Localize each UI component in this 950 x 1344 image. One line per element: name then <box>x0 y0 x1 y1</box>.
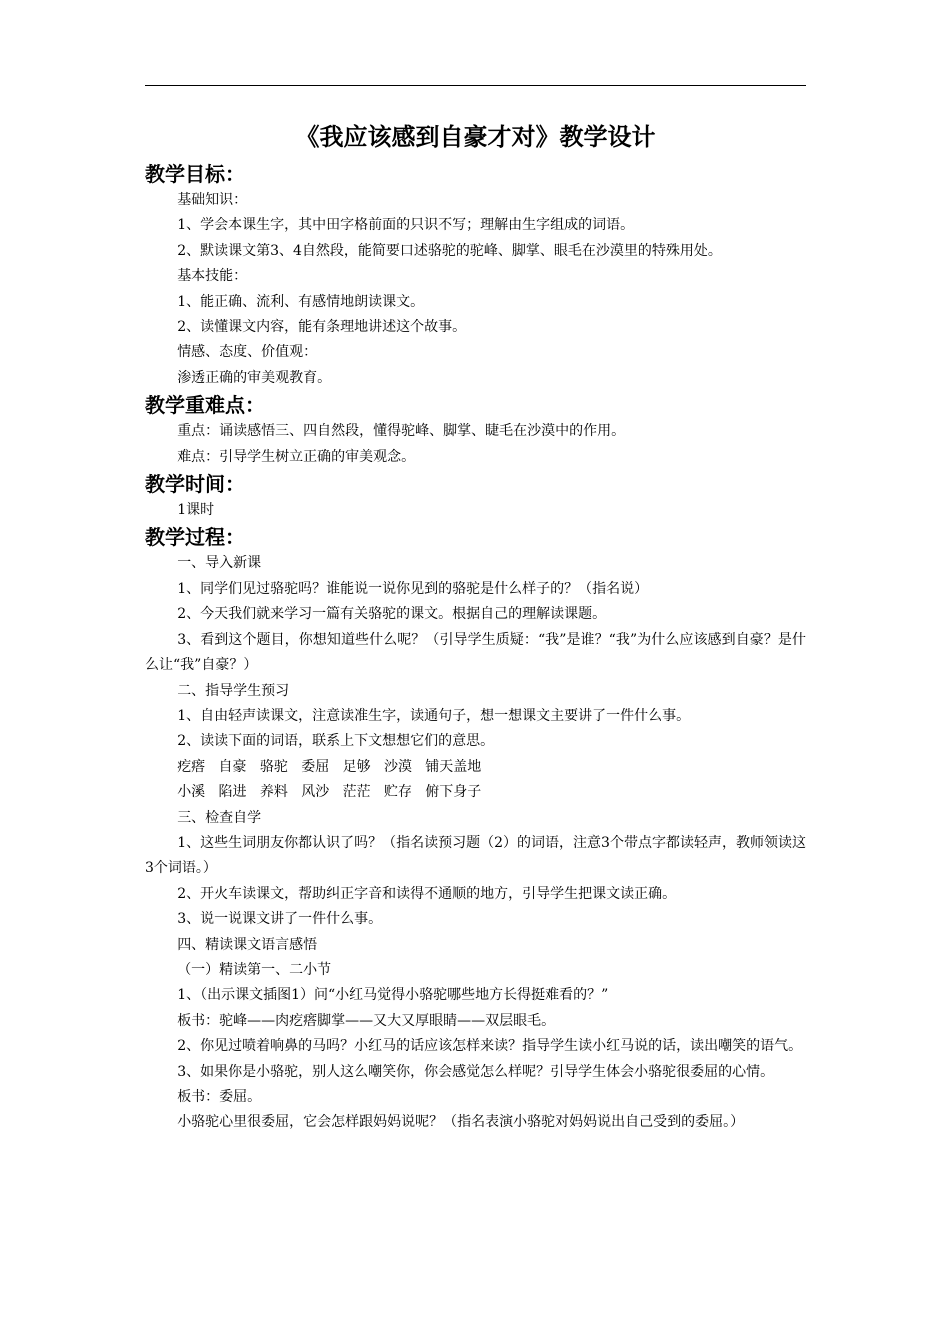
paragraph: 1课时 <box>177 502 215 519</box>
paragraph: 2、开火车读课文，帮助纠正字音和读得不通顺的地方，引导学生把课文读正确。 <box>177 885 677 902</box>
paragraph: 1、这些生词朋友你都认识了吗？（指名读预习题（2）的词语，注意3个带点字都读轻声，教师领读这3个词语。） <box>145 834 806 877</box>
paragraph: 3、如果你是小骆驼，别人这么嘲笑你，你会感觉怎么样呢？引导学生体会小骆驼很委屈的心情。 <box>177 1063 775 1080</box>
paragraph: 2、今天我们就来学习一篇有关骆驼的课文。根据自己的理解读课题。 <box>177 606 607 623</box>
paragraph: 2、读读下面的词语，联系上下文想想它们的意思。 <box>177 733 495 750</box>
paragraph: 1、同学们见过骆驼吗？谁能说一说你见到的骆驼是什么样子的？（指名说） <box>177 580 649 597</box>
paragraph: 2、默读课文第3、4自然段，能简要口述骆驼的驼峰、脚掌、眼毛在沙漠里的特殊用处。 <box>177 242 722 259</box>
vocabulary-line: 小溪 陷进 养料 风沙 茫茫 贮存 俯下身子 <box>177 784 482 801</box>
document-body <box>145 160 806 1136</box>
header-rule <box>145 85 806 86</box>
paragraph: 一、导入新课 <box>177 555 262 572</box>
section-heading-objectives: 教学目标： <box>145 162 245 186</box>
document-title: 《我应该感到自豪才对》教学设计 <box>295 123 656 151</box>
paragraph: 基础知识： <box>177 192 248 208</box>
section-heading-time: 教学时间： <box>145 472 245 497</box>
section-heading-process: 教学过程： <box>145 525 245 550</box>
paragraph: 2、你见过喷着响鼻的马吗？小红马的话应该怎样来读？指导学生读小红马说的话，读出嘲笑的语气。 <box>177 1038 803 1055</box>
paragraph: 1、学会本课生字，其中田字格前面的只识不写；理解由生字组成的词语。 <box>177 217 635 234</box>
section-heading-key-points: 教学重难点： <box>145 393 265 418</box>
paragraph: 小骆驼心里很委屈，它会怎样跟妈妈说呢？（指名表演小骆驼对妈妈说出自己受到的委屈。） <box>177 1114 745 1131</box>
paragraph: 1、自由轻声读课文，注意读准生字，读通句子，想一想课文主要讲了一件什么事。 <box>177 707 691 724</box>
paragraph: 三、检查自学 <box>177 809 262 826</box>
paragraph: 2、读懂课文内容，能有条理地讲述这个故事。 <box>177 319 467 336</box>
paragraph: 板书：驼峰——肉疙瘩脚掌——又大又厚眼睛——双层眼毛。 <box>177 1012 556 1029</box>
paragraph: 1、能正确、流利、有感情地朗读课文。 <box>177 293 425 310</box>
paragraph: 渗透正确的审美观教育。 <box>177 369 332 386</box>
paragraph: 1、（出示课文插图1）问“小红马觉得小骆驼哪些地方长得挺难看的？” <box>177 987 609 1004</box>
paragraph: 基本技能： <box>177 268 248 285</box>
paragraph: 3、看到这个题目，你想知道些什么呢？（引导学生质疑：“我”是谁？“我”为什么应该感到自豪？是什么让“我”自豪？） <box>145 631 806 674</box>
paragraph: 四、精读课文语言感悟 <box>177 936 318 953</box>
paragraph: 难点：引导学生树立正确的审美观念。 <box>177 448 416 465</box>
vocabulary-line: 疙瘩 自豪 骆驼 委屈 足够 沙漠 铺天盖地 <box>177 758 482 775</box>
paragraph: 板书：委屈。 <box>177 1089 262 1105</box>
paragraph: 情感、态度、价值观： <box>177 344 318 361</box>
paragraph: 重点：诵读感悟三、四自然段，懂得驼峰、脚掌、睫毛在沙漠中的作用。 <box>177 423 626 440</box>
paragraph: （一）精读第一、二小节 <box>177 961 332 978</box>
paragraph: 3、说一说课文讲了一件什么事。 <box>177 911 383 928</box>
paragraph: 二、指导学生预习 <box>177 682 290 699</box>
